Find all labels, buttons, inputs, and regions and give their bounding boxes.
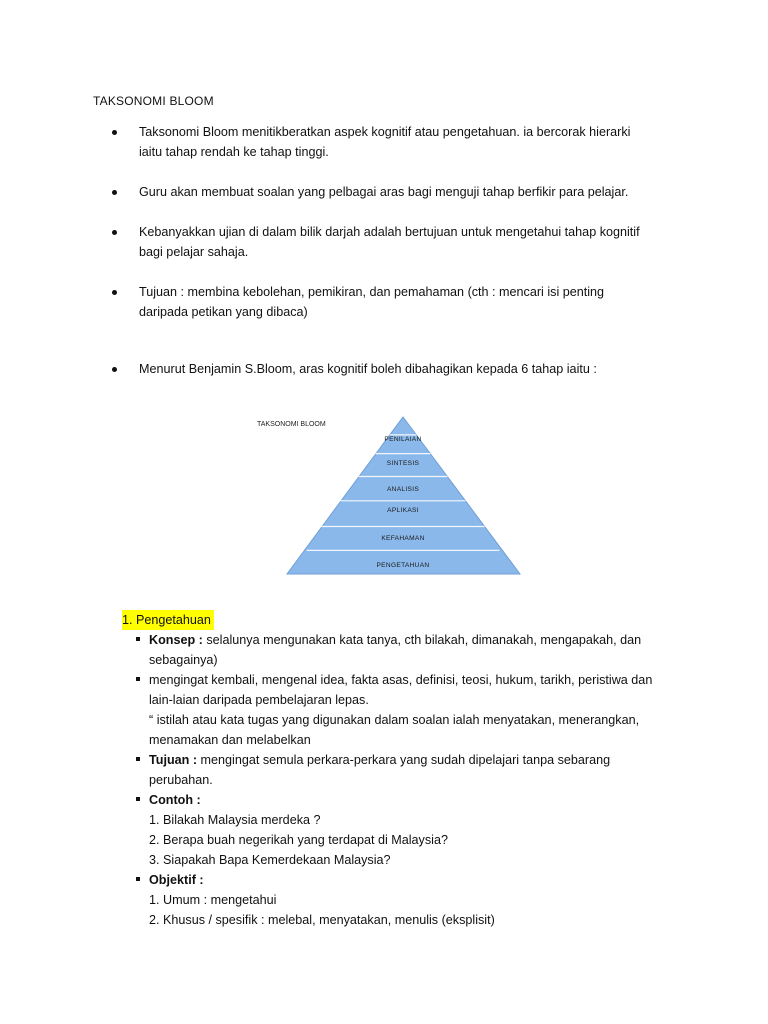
tier-label-pengetahuan: PENGETAHUAN <box>376 562 430 569</box>
bullet-line: iaitu tahap rendah ke tahap tinggi. <box>139 145 329 159</box>
item-continuation: lain-laian daripada pembelajaran lepas. <box>149 693 369 707</box>
section-pengetahuan <box>122 610 682 930</box>
list-item <box>122 670 682 750</box>
tier-label-kefahaman: KEFAHAMAN <box>381 535 425 542</box>
square-bullet-icon <box>136 797 140 801</box>
item-continuation: 1. Bilakah Malaysia merdeka ? <box>149 813 321 827</box>
item-text: mengingat kembali, mengenal idea, fakta asas, definisi, teosi, hukum, tarikh, peristiwa dan <box>149 673 653 687</box>
bullet-dot-icon <box>112 190 117 195</box>
item-continuation: 1. Umum : mengetahui <box>149 893 277 907</box>
bullet-line: Tujuan : membina kebolehan, pemikiran, dan pemahaman (cth : mencari isi penting <box>139 285 605 299</box>
item-continuation: 2. Berapa buah negerikah yang terdapat di Malaysia? <box>149 833 448 847</box>
bullet-line: Taksonomi Bloom menitikberatkan aspek kognitif atau pengetahuan. ia bercorak hierarki <box>139 125 631 139</box>
list-item <box>122 750 682 790</box>
item-label: Tujuan : <box>149 753 198 767</box>
list-item <box>122 790 682 870</box>
square-bullet-icon <box>136 757 140 761</box>
bullet-dot-icon <box>112 230 117 235</box>
item-continuation: perubahan. <box>149 773 213 787</box>
item-label: Contoh : <box>149 793 201 807</box>
pyramid-svg <box>255 412 525 582</box>
bullet-line: Kebanyakkan ujian di dalam bilik darjah adalah bertujuan untuk mengetahui tahap kognitif <box>139 225 640 239</box>
item-continuation: “ istilah atau kata tugas yang digunakan dalam soalan ialah menyatakan, menerangkan, <box>149 713 640 727</box>
section-heading: 1. Pengetahuan <box>122 610 214 630</box>
item-continuation: 3. Siapakah Bapa Kemerdekaan Malaysia? <box>149 853 391 867</box>
bullet-line: Guru akan membuat soalan yang pelbagai aras bagi menguji tahap berfikir para pelajar. <box>139 185 629 199</box>
figure-title: TAKSONOMI BLOOM <box>257 421 326 428</box>
item-continuation: menamakan dan melabelkan <box>149 733 311 747</box>
list-item <box>122 630 682 670</box>
list-item <box>122 870 682 930</box>
bullet-dot-icon <box>112 130 117 135</box>
tier-label-sintesis: SINTESIS <box>386 460 420 467</box>
square-bullet-icon <box>136 677 140 681</box>
bullet-dot-icon <box>112 367 117 372</box>
bullet-line: Menurut Benjamin S.Bloom, aras kognitif boleh dibahagikan kepada 6 tahap iaitu : <box>139 362 597 376</box>
item-text: mengingat semula perkara-perkara yang sudah dipelajari tanpa sebarang <box>197 753 611 767</box>
item-continuation: sebagainya) <box>149 653 218 667</box>
bloom-pyramid-figure <box>255 412 525 582</box>
bullet-dot-icon <box>112 290 117 295</box>
square-bullet-icon <box>136 877 140 881</box>
square-bullet-icon <box>136 637 140 641</box>
tier-label-penilaian: PENILAIAN <box>384 436 422 443</box>
item-text: selalunya mengunakan kata tanya, cth bilakah, dimanakah, mengapakah, dan <box>202 633 642 647</box>
tier-label-analisis: ANALISIS <box>386 486 420 493</box>
bullet-line: bagi pelajar sahaja. <box>139 245 249 259</box>
item-label: Objektif : <box>149 873 204 887</box>
bullet-line: daripada petikan yang dibaca) <box>139 305 308 319</box>
item-continuation: 2. Khusus / spesifik : melebal, menyatakan, menulis (eksplisit) <box>149 913 495 927</box>
item-label: Konsep : <box>149 633 203 647</box>
document-title: TAKSONOMI BLOOM <box>93 94 214 108</box>
tier-label-aplikasi: APLIKASI <box>387 507 419 514</box>
